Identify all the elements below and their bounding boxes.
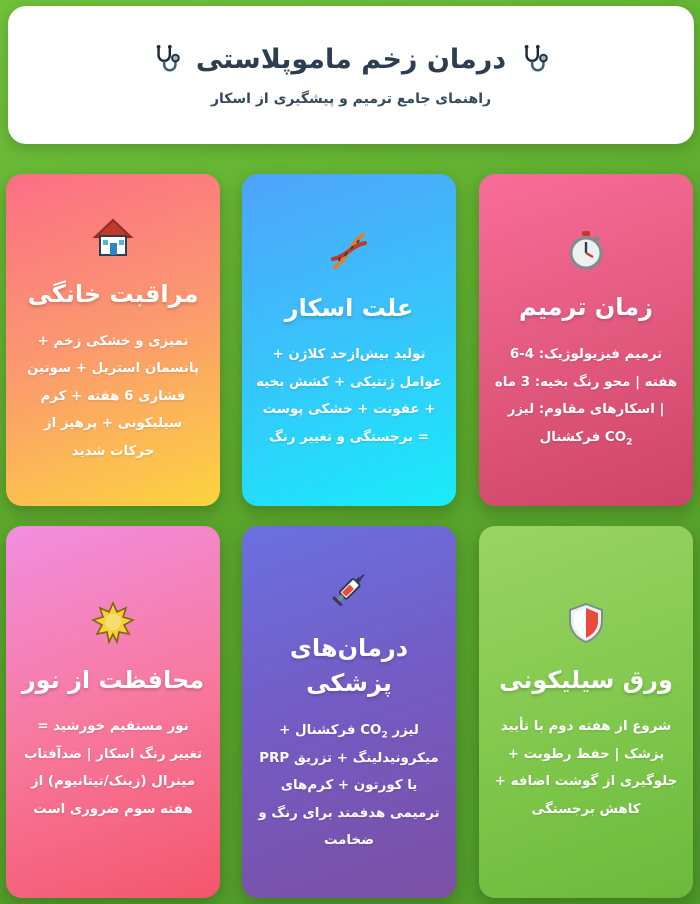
sun-icon (91, 601, 135, 645)
card-title: مراقبت خانگی (27, 279, 199, 308)
page-subtitle: راهنمای جامع ترمیم و پیشگیری از اسکار (210, 90, 492, 107)
card-body: تولید بیش‌ازحد کلاژن + عوامل ژنتیکی + کشش بخیه + عفونت + خشکی پوست = برجستگی و تغییر رنگ (256, 347, 442, 445)
card-title: ورق سیلیکونی (499, 665, 673, 694)
card-healing-time (479, 174, 693, 506)
card-body: شروع از هفته دوم با تأیید پزشک | حفظ رطوبت + جلوگیری از گوشت اضافه + کاهش برجستگی (494, 719, 678, 817)
card-body: تمیزی و خشکی زخم + پانسمان استریل + سوتین فشاری 6 هفته + کرم سیلیکونی + پرهیز از حرکات شدید (27, 333, 199, 459)
dna-icon (327, 229, 371, 273)
card-silicone-sheet (479, 526, 693, 898)
stethoscope-icon (520, 44, 550, 74)
card-medical-treatments (242, 526, 456, 898)
card-title: زمان ترمیم (519, 293, 653, 322)
card-scar-cause (242, 174, 456, 506)
page-header (8, 6, 694, 144)
card-sun-protection (6, 526, 220, 898)
card-title: درمان‌های پزشکی (289, 634, 409, 697)
title-row (152, 44, 550, 75)
shield-icon (564, 601, 608, 645)
page-title: درمان زخم ماموپلاستی (195, 43, 507, 75)
house-icon (91, 215, 135, 259)
syringe-icon (327, 569, 371, 613)
card-title: محافظت از نور (21, 665, 205, 694)
card-body: نور مستقیم خورشید = تغییر رنگ اسکار | ضدآفتاب مینرال (زینک/تیتانیوم) از هفته سوم ضروری است (23, 719, 203, 817)
card-home-care (6, 174, 220, 506)
card-title: علت اسکار (284, 293, 414, 322)
card-body: لیزر $CO_2$ فرکشنال + میکرونیدلینگ + تزریق PRP یا کورتون + کرم‌های ترمیمی هدفمند برای رنگ و ضخامت (258, 722, 440, 849)
card-body: ترمیم فیزیولوژیک: 4-6 هفته | محو رنگ بخیه: 3 ماه | اسکارهای مقاوم: لیزر $CO_2$ فرکشنال (494, 347, 678, 448)
stopwatch-icon (564, 228, 608, 272)
stethoscope-icon (152, 44, 182, 74)
